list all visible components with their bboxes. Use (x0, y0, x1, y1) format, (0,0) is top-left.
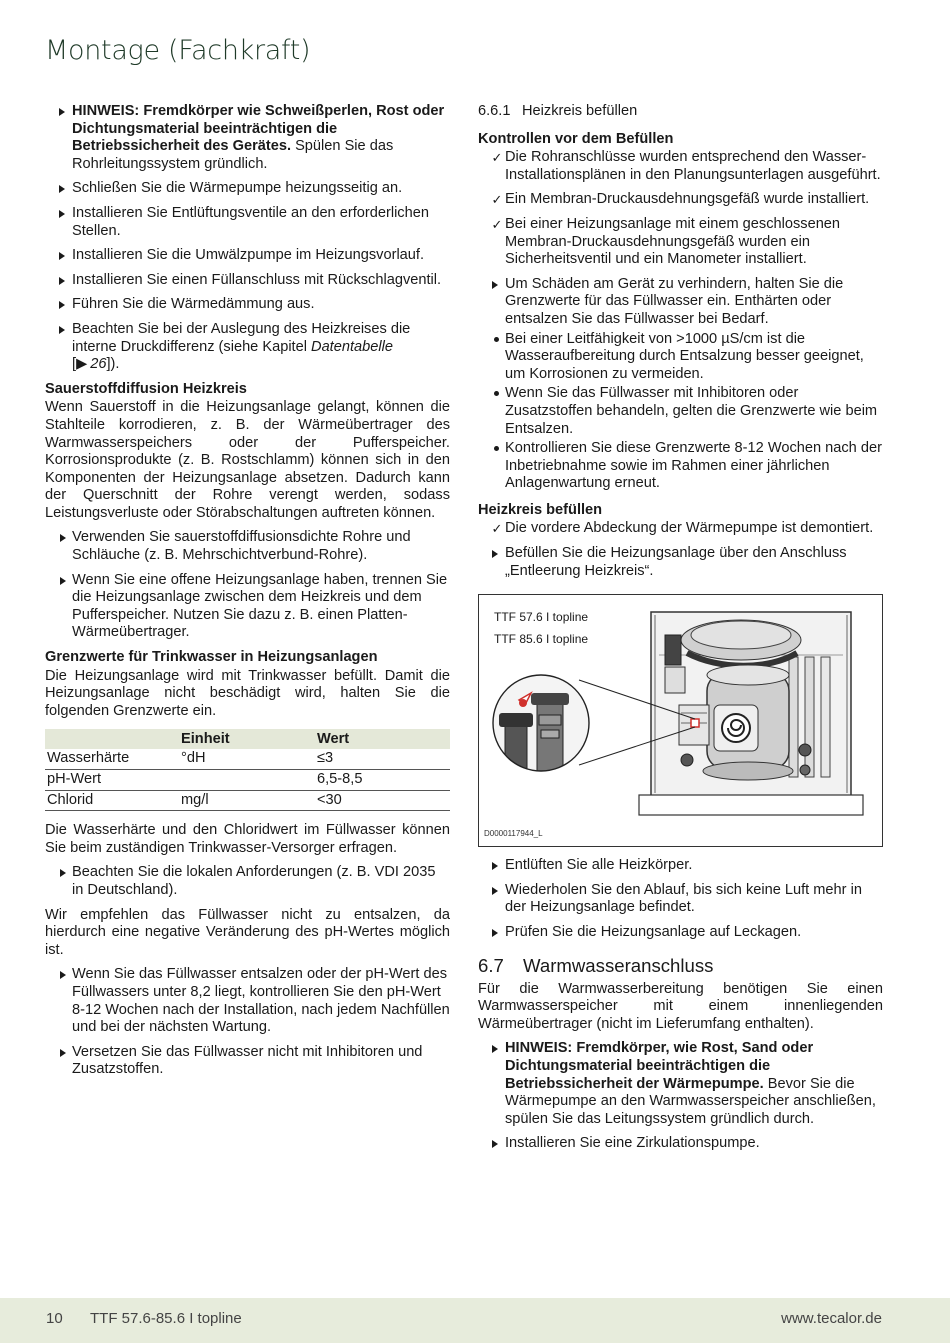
step-item: Installieren Sie einen Füllanschluss mit Rückschlagventil. (72, 271, 442, 288)
table-cell: Chlorid (45, 790, 179, 811)
step-item: Versetzen Sie das Füllwasser nicht mit Inhibitoren und Zusatzstoffen. (72, 1043, 423, 1078)
page-number: 10 (46, 1310, 63, 1327)
step-item: Installieren Sie die Umwälzpumpe im Heizungsvorlauf. (72, 247, 425, 264)
left-column (45, 103, 450, 1086)
table-cell: 6,5-8,5 (315, 770, 450, 791)
step-item: Prüfen Sie die Heizungsanlage auf Leckagen. (505, 924, 802, 941)
footer (0, 1298, 950, 1343)
step-item: Beachten Sie die lokalen Anforderungen (z. B. VDI 2035 in Deutschland). (72, 864, 436, 898)
step-item: Wiederholen Sie den Ablauf, bis sich keine Luft mehr in der Heizungsanlage befindet. (505, 881, 862, 916)
section-heading: Kontrollen vor dem Befüllen (478, 130, 674, 147)
right-column (478, 103, 883, 1160)
paragraph: Die Wasserhärte und den Chloridwert im Füllwasser können Sie beim zuständigen Trinkwasser-Versorger erfragen. (45, 822, 450, 856)
table-cell: <30 (315, 790, 450, 811)
table-header (45, 729, 179, 749)
paragraph: Wenn Sauerstoff in die Heizungsanlage gelangt, können die Stahlteile korrodieren, z. B. der Wärmeübertrager des Warmwasserspeichers oder der Pufferspeicher. Korrosionsprodukte (z. B. Rostschlamm) können sich in den Komponenten der Heizungsanlage absetzen. Dadurch kann der Querschnitt der Rohre verengt werden, sodass Leistungsverluste oder Störabschaltungen auftreten können. (45, 399, 450, 521)
section-title: 6.7 Warmwasseranschluss (478, 954, 714, 976)
table-row (45, 790, 450, 811)
step-item: Entlüften Sie alle Heizkörper. (505, 857, 693, 874)
table-row (45, 749, 450, 769)
step-item: Schließen Sie die Wärmepumpe heizungsseitig an. (72, 180, 403, 197)
figure-label: TTF 57.6 I topline (494, 610, 589, 625)
section-heading: Heizkreis befüllen (478, 501, 603, 518)
table-cell: ≤3 (315, 749, 450, 769)
step-item: Installieren Sie eine Zirkulationspumpe. (505, 1135, 760, 1152)
notice-item: HINWEIS: Fremdkörper, wie Rost, Sand oder Dichtungsmaterial beeinträchtigen die Betriebssicherheit der Wärmepumpe. Bevor Sie die Wärmepumpe an den Warmwasserspeicher anschließen, spülen Sie das Leitungssystem gründlich durch. (505, 1040, 876, 1127)
website-link[interactable]: www.tecalor.de (781, 1310, 882, 1327)
check-icon: ✓ (491, 216, 503, 232)
limits-table (45, 729, 450, 811)
table-row (45, 770, 450, 791)
check-icon: ✓ (491, 521, 503, 537)
check-item: ✓ Die vordere Abdeckung der Wärmepumpe ist demontiert. (491, 520, 874, 537)
figure-id: D0000117944_L (484, 828, 543, 838)
check-icon: ✓ (491, 150, 503, 166)
paragraph: Wir empfehlen das Füllwasser nicht zu entsalzen, da hierdurch eine negative Veränderung des pH-Wertes möglich ist. (45, 906, 450, 958)
table-header: Einheit (179, 729, 315, 749)
table-cell: mg/l (179, 790, 315, 811)
check-item: ✓ Bei einer Heizungsanlage mit einem geschlossenen Membran-Druckausdehnungsgefäß wurden ein Sicherheitsventil und ein Manometer installiert. (491, 215, 841, 268)
table-cell (179, 770, 315, 791)
heat-pump-illustration (479, 595, 883, 847)
heat-pump-figure (478, 594, 883, 847)
bullet-item: Wenn Sie das Füllwasser mit Inhibitoren oder Zusatzstoffen behandeln, gelten die Grenzwerte wie beim Entsalzen. (505, 385, 878, 437)
step-item: Führen Sie die Wärmedämmung aus. (72, 296, 315, 313)
section-heading: Sauerstoffdiffusion Heizkreis (45, 380, 247, 397)
table-cell: °dH (179, 749, 315, 769)
notice-item: HINWEIS: Fremdkörper wie Schweißperlen, Rost oder Dichtungsmaterial beeinträchtigen die Betriebssicherheit des Gerätes. Spülen Sie das Rohrleitungssystem gründlich. (72, 103, 445, 172)
step-item: Verwenden Sie sauerstoffdiffusionsdichte Rohre und Schläuche (z. B. Mehrschichtverbund-Rohre). (72, 529, 411, 564)
page-ref-arrow-icon: ▶ (76, 356, 88, 373)
bullet-item: Bei einer Leitfähigkeit von >1000 µS/cm ist die Wasseraufbereitung durch Entsalzung besser geeignet, um Korrosionen zu vermeiden. (505, 330, 864, 382)
step-item: Wenn Sie das Füllwasser entsalzen oder der pH-Wert des Füllwassers unter 8,2 liegt, kontrollieren Sie den pH-Wert 8-12 Wochen nach der Installation, nach jedem Nachfüllen und bei der nächsten Wartung. (72, 966, 450, 1036)
step-item: Befüllen Sie die Heizungsanlage über den Anschluss „Entleerung Heizkreis“. (505, 545, 847, 579)
table-cell: pH-Wert (45, 770, 179, 791)
chapter-link[interactable]: Datentabelle (311, 338, 393, 355)
step-item: Wenn Sie eine offene Heizungsanlage haben, trennen Sie die Heizungsanlage zwischen dem Heizkreis und dem Pufferspeicher. Nutzen Sie dazu z. B. einen Platten-Wärmeübertrager. (72, 571, 448, 641)
step-item: Um Schäden am Gerät zu verhindern, halten Sie die Grenzwerte für das Füllwasser ein. Enthärten oder entsalzen Sie das Füllwasser bei Bedarf. (505, 275, 844, 327)
product-name: TTF 57.6-85.6 I topline (90, 1310, 242, 1327)
bullet-item: Kontrollieren Sie diese Grenzwerte 8-12 Wochen nach der Inbetriebnahme sowie im Rahmen einer jährlichen Anlagenwartung erneut. (505, 440, 882, 492)
check-icon: ✓ (491, 192, 503, 208)
step-item: Installieren Sie Entlüftungsventile an den erforderlichen Stellen. (72, 204, 429, 239)
subsection-title: 6.6.1 Heizkreis befüllen (478, 103, 638, 119)
page-ref-link[interactable]: 26 (90, 356, 107, 373)
table-cell: Wasserhärte (45, 749, 179, 769)
page-title: Montage (Fachkraft) (45, 35, 311, 66)
paragraph: Für die Warmwasserbereitung benötigen Sie einen Warmwasserspeicher mit einem innenliegenden Wärmeübertrager (nicht im Lieferumfang enthalten). (478, 980, 883, 1032)
table-header-row (45, 729, 450, 749)
section-heading: Grenzwerte für Trinkwasser in Heizungsanlagen (45, 649, 378, 666)
check-item: ✓ Ein Membran-Druckausdehnungsgefäß wurde installiert. (491, 191, 870, 208)
figure-label: TTF 85.6 I topline (494, 632, 589, 647)
paragraph: Die Heizungsanlage wird mit Trinkwasser befüllt. Damit die Heizungsanlage nicht beschädigt wird, halten Sie die folgenden Grenzwerte ein. (45, 667, 450, 719)
check-item: ✓ Die Rohranschlüsse wurden entsprechend den Wasser-Installationsplänen in den Planungsunterlagen ausgeführt. (491, 149, 881, 183)
step-item: Beachten Sie bei der Auslegung des Heizkreises die interne Druckdifferenz (siehe Kapitel Datentabelle [▶ 26]). (72, 320, 411, 373)
table-header: Wert (315, 729, 450, 749)
